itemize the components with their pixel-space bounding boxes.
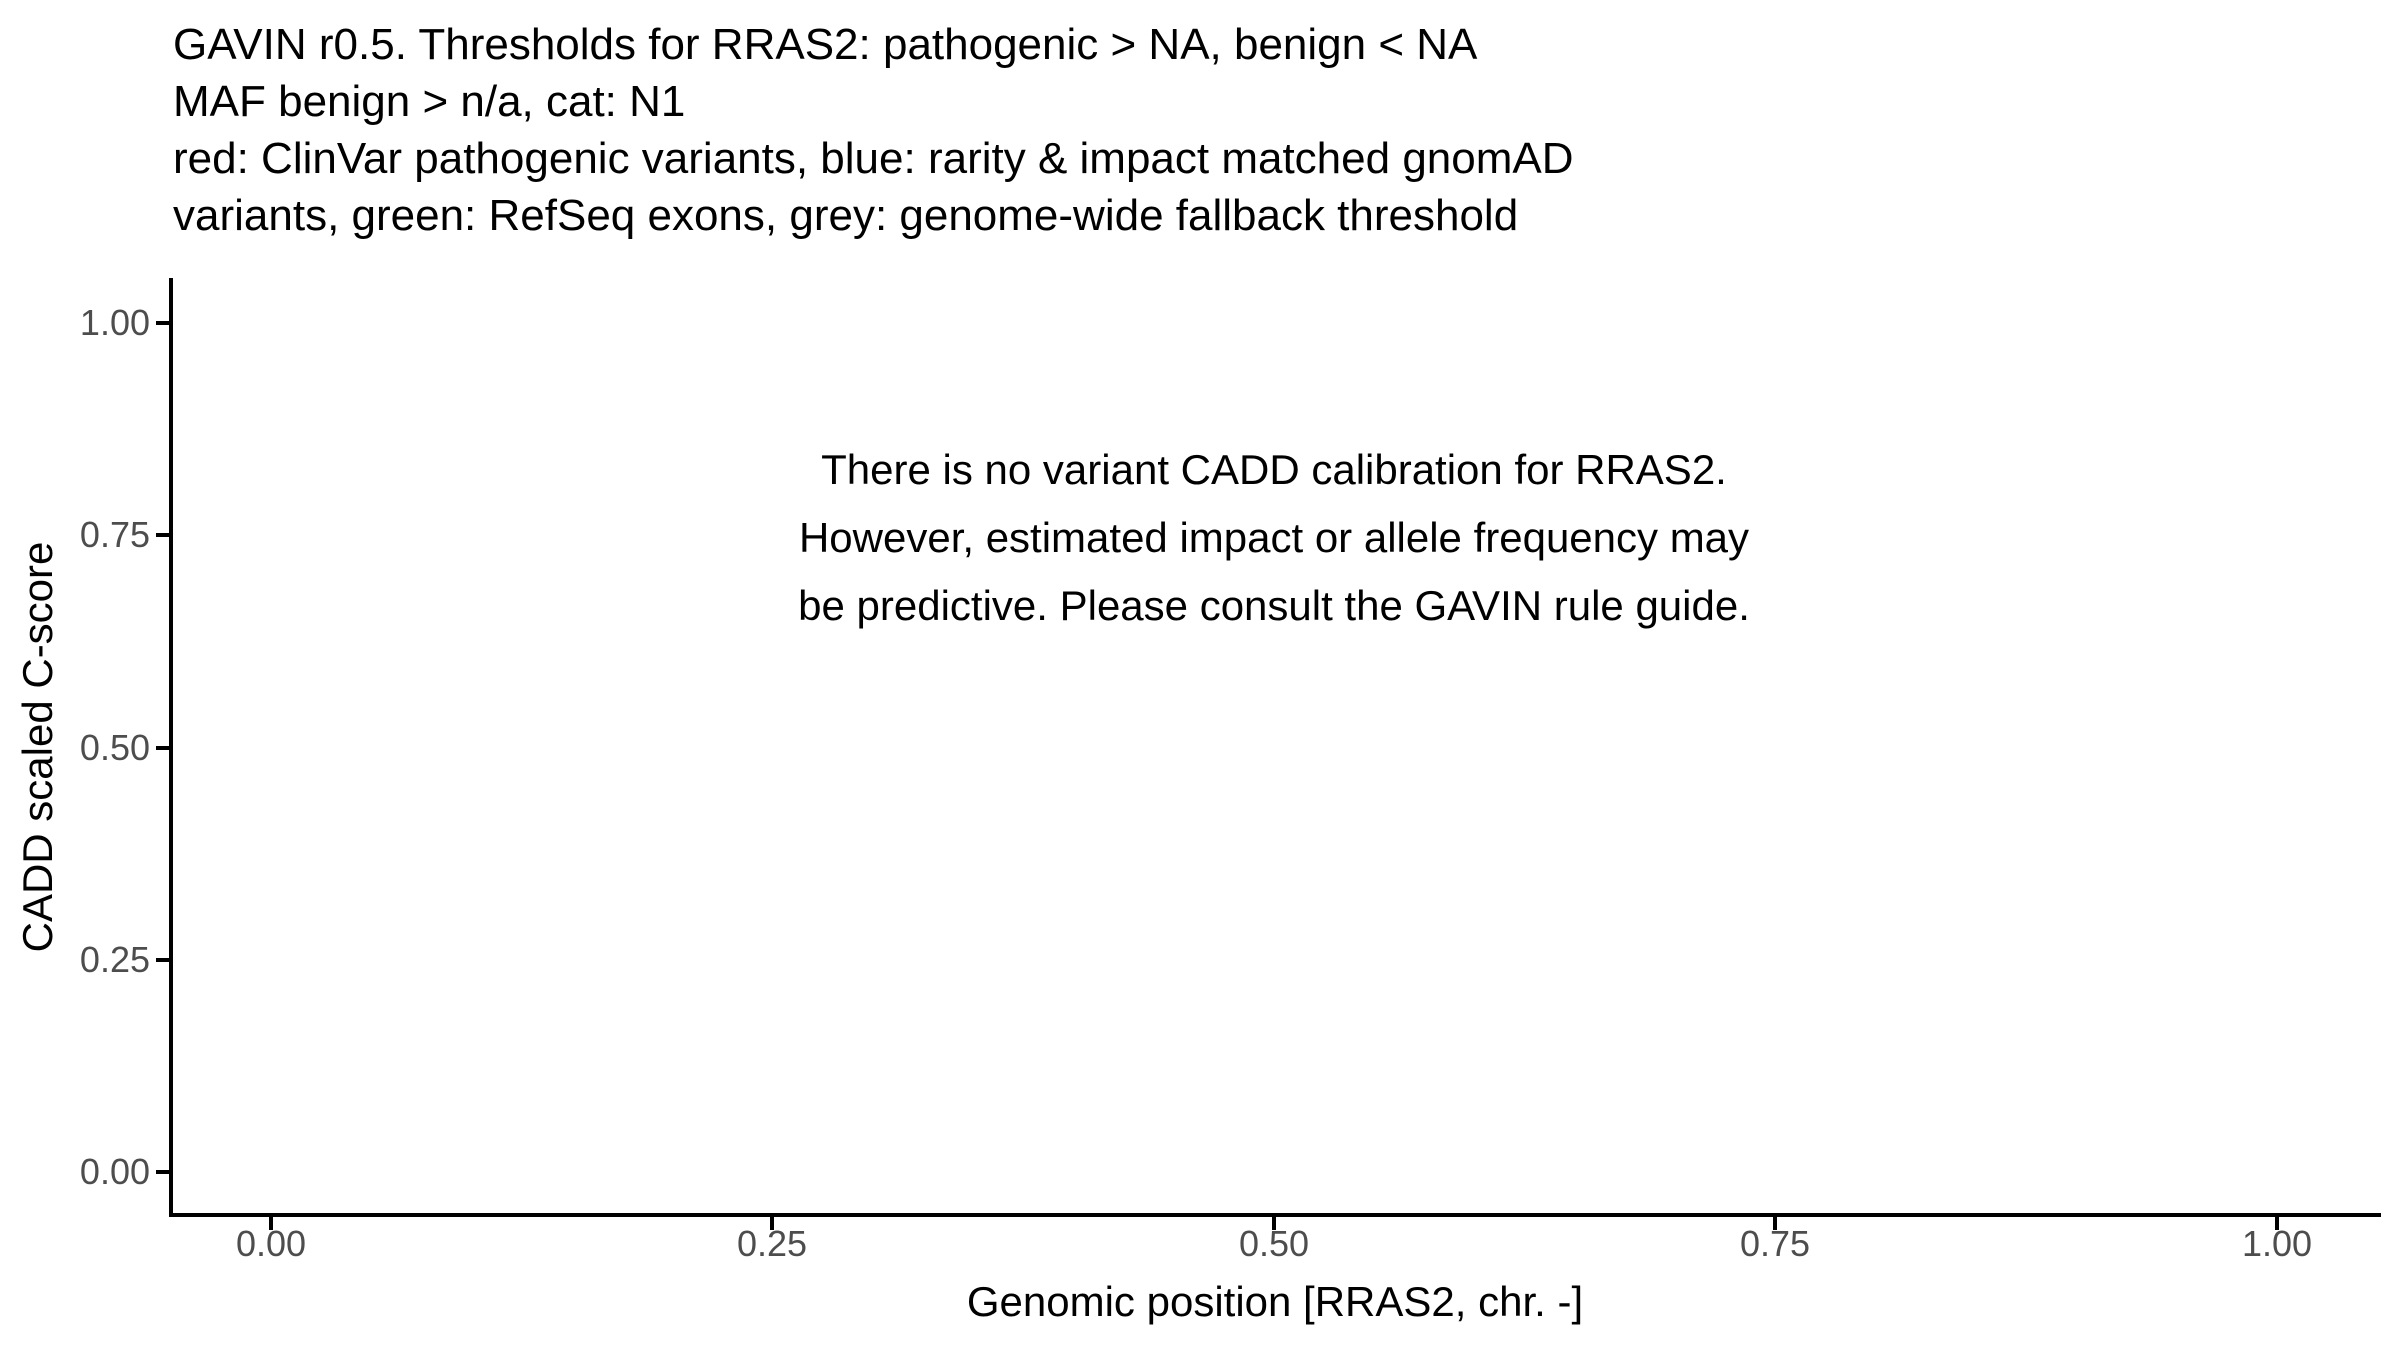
y-axis-title: CADD scaled C-score: [14, 541, 61, 953]
y-tick-label: 0.00: [79, 1151, 150, 1192]
x-tick-label: 0.50: [1238, 1223, 1310, 1264]
plot-title-line-1: GAVIN r0.5. Thresholds for RRAS2: pathogenic > NA, benign < NA: [173, 20, 1478, 69]
y-tick-mark: [156, 321, 169, 325]
y-tick-mark: [156, 746, 169, 750]
x-tick-label: 0.25: [736, 1223, 808, 1264]
y-tick-label: 0.50: [79, 727, 150, 768]
y-tick-mark: [156, 1170, 169, 1174]
x-axis-title: Genomic position [RRAS2, chr. -]: [966, 1278, 1584, 1325]
y-tick-label: 0.25: [79, 939, 150, 980]
plot-title-line-2: MAF benign > n/a, cat: N1: [173, 77, 686, 126]
y-tick-label: 0.75: [79, 514, 150, 555]
y-tick-mark: [156, 533, 169, 537]
plot-title-line-3: red: ClinVar pathogenic variants, blue: rarity & impact matched gnomAD: [173, 134, 1574, 183]
x-tick-label: 1.00: [2241, 1223, 2313, 1264]
annotation-line-1: There is no variant CADD calibration for RRAS2.: [821, 446, 1727, 493]
annotation-text: [574, 436, 1974, 640]
y-tick-label: 1.00: [79, 302, 150, 343]
x-tick-label: 0.00: [235, 1223, 307, 1264]
y-tick-mark: [156, 958, 169, 962]
x-tick-label: 0.75: [1739, 1223, 1811, 1264]
annotation-line-2: However, estimated impact or allele frequency may: [798, 514, 1750, 561]
annotation-line-3: be predictive. Please consult the GAVIN rule guide.: [798, 582, 1750, 629]
y-axis-line: [169, 278, 173, 1217]
plot-title-line-4: variants, green: RefSeq exons, grey: genome-wide fallback threshold: [173, 191, 1519, 240]
plot-title: [173, 16, 1574, 244]
